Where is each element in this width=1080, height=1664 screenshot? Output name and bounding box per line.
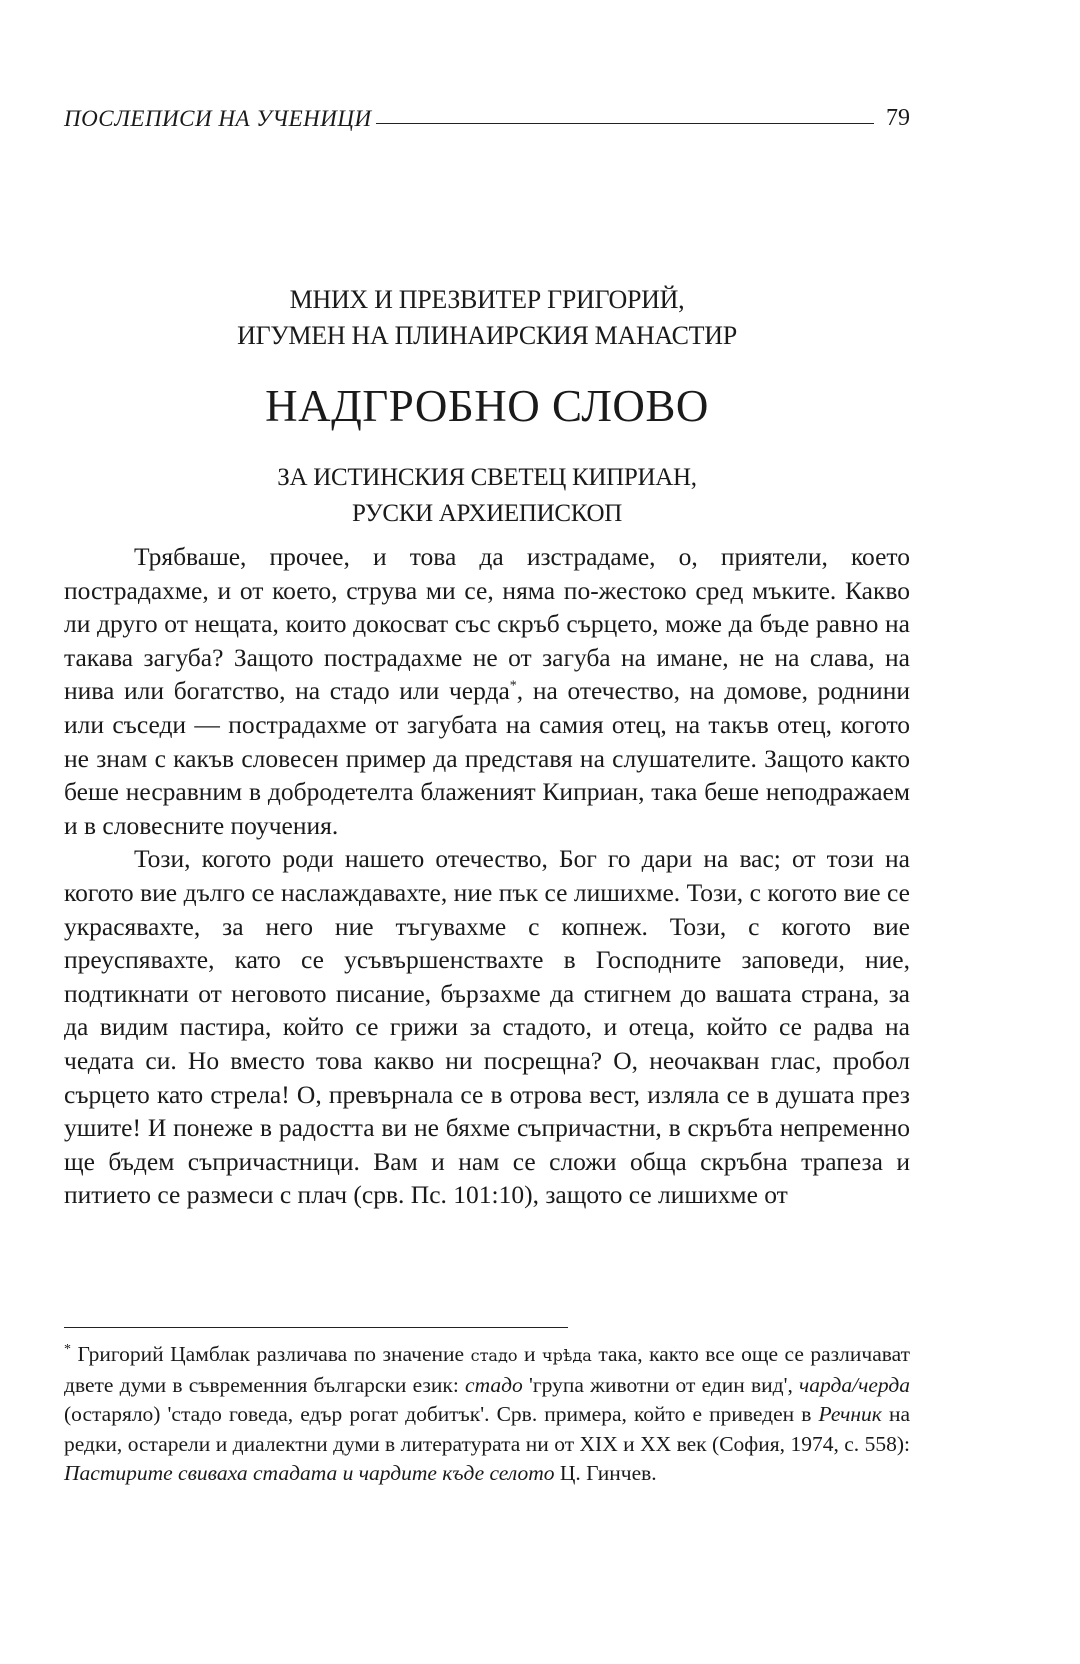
paragraph-1 (64, 540, 910, 842)
running-title: ПОСЛЕПИСИ НА УЧЕНИЦИ (64, 106, 372, 131)
footnote-text-3: така, както все още се различават двете думи в съвременния български език: (64, 1342, 911, 1397)
running-header (64, 92, 910, 132)
footnote-italic-2: чарда/черда (799, 1372, 910, 1397)
footnote-text-4: 'група животни от един вид', (522, 1372, 800, 1397)
page-number: 79 (886, 105, 910, 131)
footnote-mark: * (64, 1341, 71, 1357)
author-line-1: МНИХ И ПРЕЗВИТЕР ГРИГОРИЙ, (289, 285, 685, 314)
footnote-text-2: и (517, 1342, 542, 1366)
author-heading (64, 282, 910, 354)
footnote-text-6: на редки, остарели и диалектни думи в литературата ни от XIX и XX век (София, 1974, с. 558): (64, 1402, 910, 1456)
footnote-text-5: (остаряло) 'стадо говеда, едър рогат добитък'. Срв. примера, който е приведен в (64, 1402, 819, 1426)
subtitle-line-2: РУСКИ АРХИЕПИСКОП (351, 500, 623, 527)
page-title: НАДГРОБНО СЛОВО (265, 381, 709, 431)
footnote-italic-1: стадо (465, 1372, 523, 1397)
footnote-rule (64, 1327, 568, 1328)
subtitle-line-1: ЗА ИСТИНСКИЯ СВЕТЕЦ КИПРИАН, (277, 464, 697, 491)
footnote-italic-4: Пастирите свиваха стадата и чардите къде селото (64, 1461, 555, 1485)
footnote-old-word-1: стадо (470, 1346, 518, 1365)
paragraph-1-text-b: , на отечество, на домове, роднини или съседи — пострадахме от загубата на самия отец, на такъв отец, когото не знам с какъв словесен пример да представя на слушателите. Защото както беше несравним в добродетелта блаженият Киприан, така беше неподражаем и в словесните поучения. (64, 676, 910, 840)
footnote-italic-3: Речник (818, 1402, 882, 1426)
footnote (64, 1340, 910, 1489)
footnote-text-1: Григорий Цамблак различава по значение (71, 1342, 471, 1366)
header-rule (376, 123, 874, 124)
footnote-old-word-2: чрѣда (541, 1346, 592, 1365)
author-line-2: ИГУМЕН НА ПЛИНАИРСКИЯ МАНАСТИР (237, 321, 737, 350)
subtitle-heading (64, 460, 910, 532)
footnote-text-7: Ц. Гинчев. (554, 1461, 657, 1485)
body-text (64, 540, 910, 1212)
paragraph-2: Този, когото роди нашето отечество, Бог го дари на вас; от този на когото вие дълго се наслаждавахте, ние пък се лишихме. Този, с когото вие се украсявахте, за него ние тъгувахме с копнеж. Този, с когото вие преуспявахте, като се усъвършенствахте в Господните заповеди, ние, подтикнати от неговото писание, бързахме да стигнем до вашата страна, за да видим пастира, който се грижи за стадото, и отеца, който се радва на чедата си. Но вместо това какво ни посрещна? О, неочакван глас, пробол сърцето като стрела! О, превърнала се в отрова вест, изляла се в душата през ушите! И понеже в радостта ви не бяхме съпричастни, в скръбта непременно ще бъдем съпричастници. Вам и нам се сложи обща скръбна трапеза и питието се размеси с плач (срв. Пс. 101:10), защото се лишихме от (64, 844, 910, 1210)
paragraph-1-text-a: Трябваше, прочее, и това да изстрадаме, о, приятели, което пострадахме, и от което, струва ми се, няма по-жестоко сред мъките. Какво ли друго от нещата, които докосват със скръб сърцето, може да бъде равно на такава загуба? Защото пострадахме не от загуба на имане, не на слава, на нива или богатство, на стадо или черда (64, 542, 910, 706)
footnote-reference: * (509, 678, 517, 694)
